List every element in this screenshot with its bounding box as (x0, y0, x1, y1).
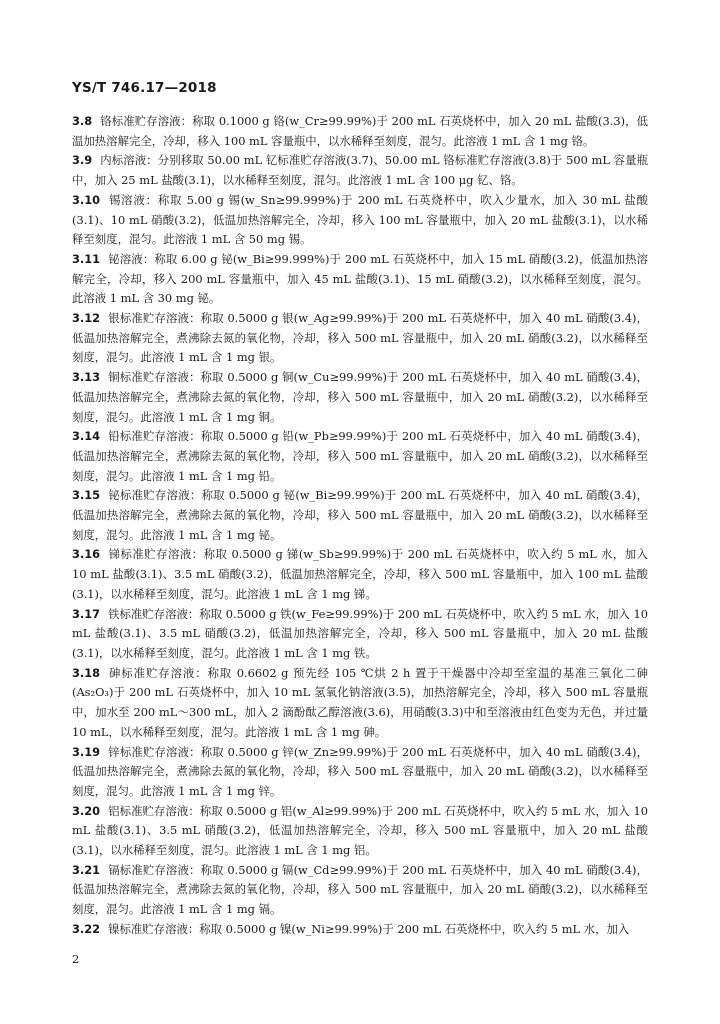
paragraph-3-22 (72, 920, 648, 940)
clause-number: 3.22 (72, 921, 101, 936)
clause-number: 3.12 (72, 311, 101, 326)
paragraph-3-11 (72, 250, 648, 309)
paragraph-3-21 (72, 861, 648, 920)
paragraph-text: 锡溶液：称取 5.00 g 锡(w_Sn≥99.999%)于 200 mL 石英烧杯中，吹入少量水，加入 30 mL 盐酸(3.1)、10 mL 硝酸(3.2)，低温加热溶解完全，冷却，移入 100 mL 容量瓶中，加入 20 mL 盐酸(3.1)，以水稀释至刻度，混匀。此溶液 1 mL 含 50 mg 锡。 (72, 192, 648, 247)
clause-number: 3.18 (72, 665, 101, 680)
paragraph-text: 铝标准贮存溶液：称取 0.5000 g 铝(w_Al≥99.99%)于 200 mL 石英烧杯中，吹入约 5 mL 水，加入 10 mL 盐酸(3.1)、3.5 mL 硝酸(3.2)，低温加热溶解完全，冷却，移入 500 mL 容量瓶中，加入 20 mL 盐酸(3.1)，以水稀释至刻度，混匀。此溶液 1 mL 含 1 mg 铝。 (72, 803, 648, 858)
paragraph-text: 铋标准贮存溶液：称取 0.5000 g 铋(w_Bi≥99.99%)于 200 mL 石英烧杯中，加入 40 mL 硝酸(3.4)，低温加热溶解完全，煮沸除去氮的氧化物，冷却，移入 500 mL 容量瓶中，加入 20 mL 硝酸(3.2)，以水稀释至刻度，混匀。此溶液 1 mL 含 1 mg 铋。 (72, 488, 648, 542)
paragraph-text: 银标准贮存溶液：称取 0.5000 g 银(w_Ag≥99.99%)于 200 mL 石英烧杯中，加入 40 mL 硝酸(3.4)，低温加热溶解完全，煮沸除去氮的氧化物，冷却，移入 500 mL 容量瓶中，加入 20 mL 硝酸(3.2)，以水稀释至刻度，混匀。此溶液 1 mL 含 1 mg 银。 (72, 311, 648, 365)
paragraph-3-18 (72, 664, 648, 743)
paragraph-text: 铬标准贮存溶液：称取 0.1000 g 铬(w_Cr≥99.99%)于 200 mL 石英烧杯中，加入 20 mL 盐酸(3.3)，低温加热溶解完全，冷却，移入 100 mL 容量瓶中，以水稀释至刻度，混匀。此溶液 1 mL 含 1 mg 铬。 (72, 114, 648, 148)
paragraph-text: 镉标准贮存溶液：称取 0.5000 g 镉(w_Cd≥99.99%)于 200 mL 石英烧杯中，加入 40 mL 硝酸(3.4)，低温加热溶解完全，煮沸除去氮的氧化物，冷却，移入 500 mL 容量瓶中，加入 20 mL 硝酸(3.2)，以水稀释至刻度，混匀。此溶液 1 mL 含 1 mg 镉。 (72, 862, 648, 917)
standard-number-header: YS/T 746.17—2018 (72, 80, 217, 96)
paragraph-3-13 (72, 368, 648, 427)
clause-number: 3.15 (72, 488, 101, 503)
paragraph-3-19 (72, 743, 648, 802)
paragraph-text: 锑标准贮存溶液：称取 0.5000 g 锑(w_Sb≥99.99%)于 200 mL 石英烧杯中，吹入约 5 mL 水，加入 10 mL 盐酸(3.1)、3.5 mL 硝酸(3.2)，低温加热溶解完全，冷却，移入 500 mL 容量瓶中，加入 100 mL 盐酸(3.1)，以水稀释至刻度，混匀。此溶液 1 mL 含 1 mg 锑。 (72, 547, 648, 601)
paragraph-3-8 (72, 112, 648, 151)
paragraph-3-12 (72, 309, 648, 368)
paragraph-3-10 (72, 191, 648, 250)
clause-number: 3.16 (72, 547, 101, 562)
clause-number: 3.17 (72, 606, 101, 621)
paragraph-3-20 (72, 802, 648, 861)
paragraph-3-14 (72, 427, 648, 486)
paragraph-3-17 (72, 605, 648, 664)
paragraph-3-9 (72, 151, 648, 190)
clause-number: 3.10 (72, 192, 101, 207)
clause-number: 3.14 (72, 429, 101, 444)
clause-number: 3.19 (72, 744, 101, 759)
clause-number: 3.21 (72, 862, 101, 877)
clause-number: 3.8 (72, 114, 93, 128)
paragraph-3-16 (72, 545, 648, 604)
clause-number: 3.11 (72, 251, 101, 266)
paragraph-text: 铁标准贮存溶液：称取 0.5000 g 铁(w_Fe≥99.99%)于 200 mL 石英烧杯中，吹入约 5 mL 水，加入 10 mL 盐酸(3.1)、3.5 mL 硝酸(3.2)，低温加热溶解完全，冷却，移入 500 mL 容量瓶中，加入 20 mL 盐酸(3.1)，以水稀释至刻度，混匀。此溶液 1 mL 含 1 mg 铁。 (72, 606, 648, 660)
paragraph-text: 铜标准贮存溶液：称取 0.5000 g 铜(w_Cu≥99.99%)于 200 mL 石英烧杯中，加入 40 mL 硝酸(3.4)，低温加热溶解完全，煮沸除去氮的氧化物，冷却，移入 500 mL 容量瓶中，加入 20 mL 硝酸(3.2)，以水稀释至刻度，混匀。此溶液 1 mL 含 1 mg 铜。 (72, 370, 648, 424)
document-body (72, 112, 648, 940)
clause-number: 3.13 (72, 370, 101, 385)
paragraph-text: 砷标准贮存溶液：称取 0.6602 g 预先经 105 ℃烘 2 h 置于干燥器中冷却至室温的基准三氧化二砷(As₂O₃)于 200 mL 石英烧杯中，加入 10 mL 氢氧化钠溶液(3.5)，加热溶解完全，冷却，移入 500 mL 容量瓶中，加水至 200 mL～300 mL，加入 2 滴酚酞乙醇溶液(3.6)，用硝酸(3.3)中和至溶液由红色变为无色，并过量 10 mL，以水稀释至刻度，混匀。此溶液 1 mL 含 1 mg 砷。 (72, 665, 648, 739)
paragraph-text: 铅标准贮存溶液：称取 0.5000 g 铅(w_Pb≥99.99%)于 200 mL 石英烧杯中，加入 40 mL 硝酸(3.4)，低温加热溶解完全，煮沸除去氮的氧化物，冷却，移入 500 mL 容量瓶中，加入 20 mL 硝酸(3.2)，以水稀释至刻度，混匀。此溶液 1 mL 含 1 mg 铅。 (72, 429, 648, 483)
page-number: 2 (72, 952, 80, 966)
paragraph-text: 锌标准贮存溶液：称取 0.5000 g 锌(w_Zn≥99.99%)于 200 mL 石英烧杯中，加入 40 mL 硝酸(3.4)，低温加热溶解完全，煮沸除去氮的氧化物，冷却，移入 500 mL 容量瓶中，加入 20 mL 硝酸(3.2)，以水稀释至刻度，混匀。此溶液 1 mL 含 1 mg 锌。 (72, 744, 648, 798)
paragraph-3-15 (72, 486, 648, 545)
paragraph-text: 内标溶液：分别移取 50.00 mL 钇标准贮存溶液(3.7)、50.00 mL 铬标准贮存溶液(3.8)于 500 mL 容量瓶中，加入 25 mL 盐酸(3.1)，以水稀释至刻度，混匀。此溶液 1 mL 含 100 μg 钇、铬。 (72, 153, 648, 188)
paragraph-text: 镍标准贮存溶液：称取 0.5000 g 镍(w_Ni≥99.99%)于 200 mL 石英烧杯中，吹入约 5 mL 水，加入 (108, 921, 630, 936)
clause-number: 3.20 (72, 803, 101, 818)
clause-number: 3.9 (72, 153, 93, 168)
paragraph-text: 铋溶液：称取 6.00 g 铋(w_Bi≥99.999%)于 200 mL 石英烧杯中，加入 15 mL 硝酸(3.2)，低温加热溶解完全，冷却，移入 200 mL 容量瓶中，加入 45 mL 盐酸(3.1)、15 mL 硝酸(3.2)，以水稀释至刻度，混匀。此溶液 1 mL 含 30 mg 铋。 (72, 251, 648, 306)
